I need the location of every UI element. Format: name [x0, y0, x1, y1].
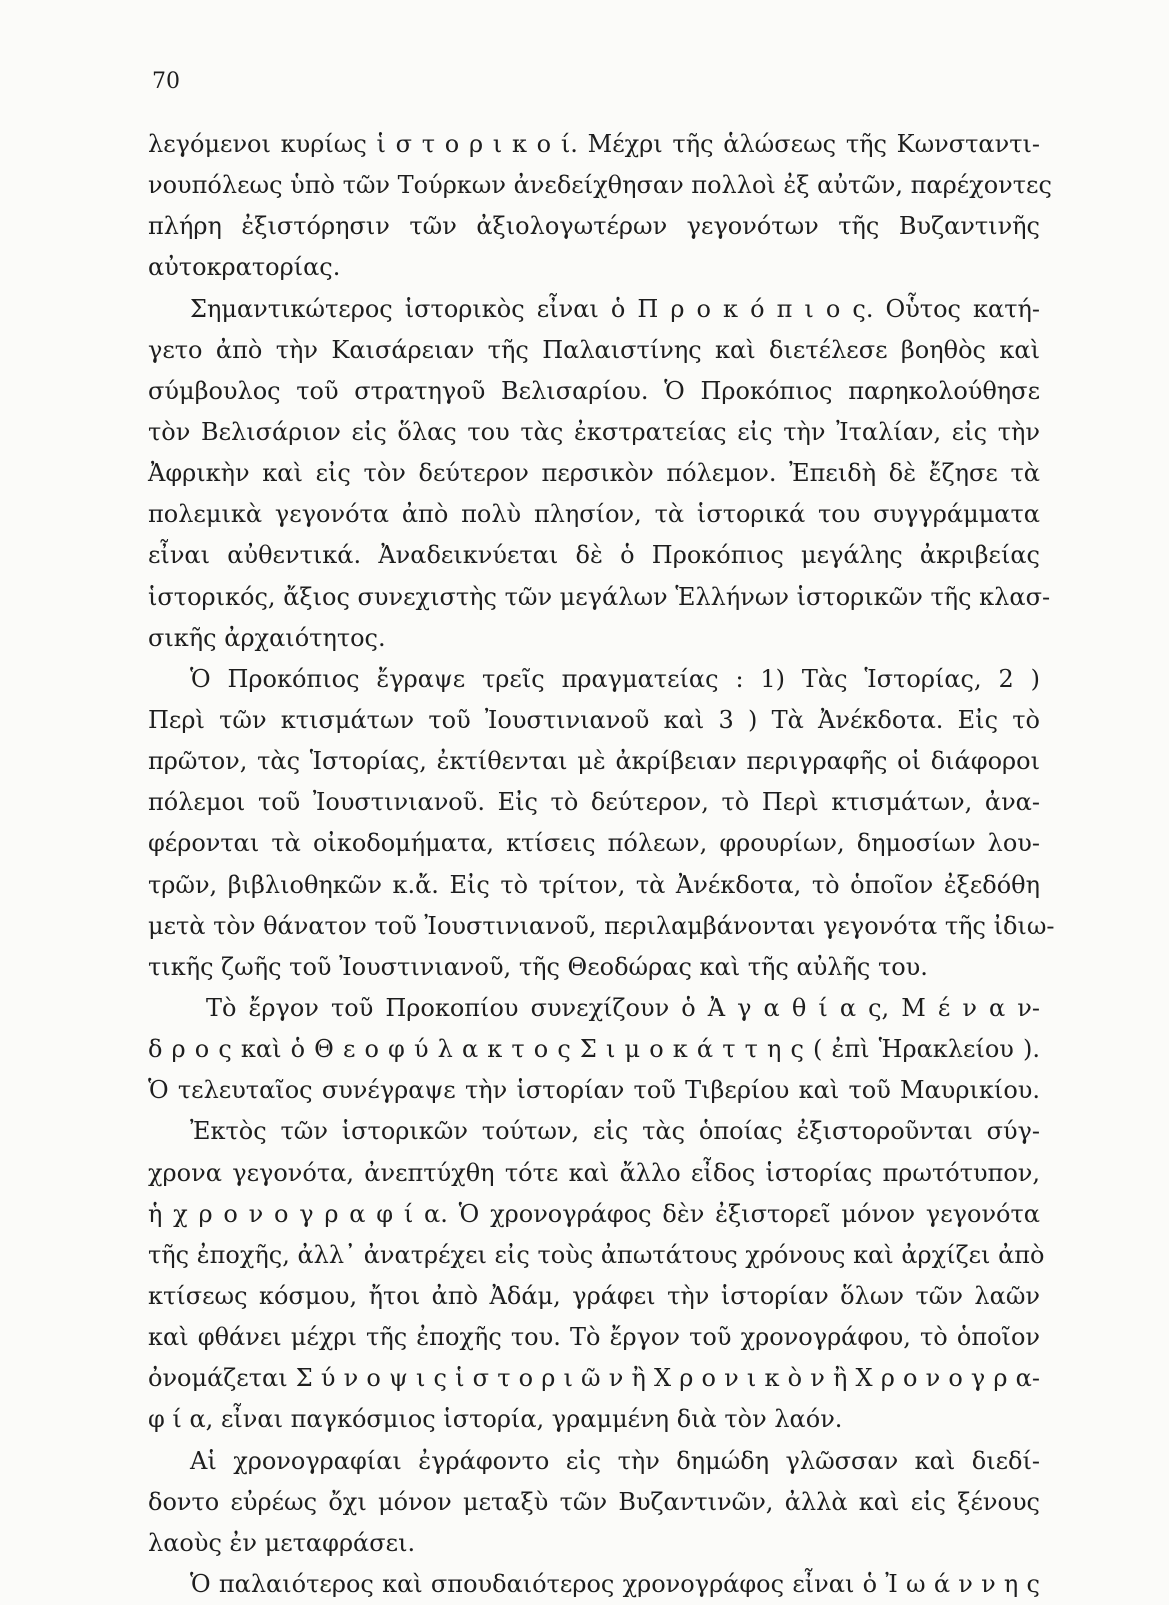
text-line: λεγόμενοι κυρίως ἱ σ τ ο ρ ι κ ο ί. Μέχρι τῆς ἁλώσεως τῆς Κωνσταντι- — [148, 130, 1040, 158]
body-text — [148, 124, 1055, 1605]
text-line: δοντο εὐρέως ὄχι μόνον μεταξὺ τῶν Βυζαντινῶν, ἀλλὰ καὶ εἰς ξένους — [148, 1487, 1040, 1516]
text-line: φέρονται τὰ οἰκοδομήματα, κτίσεις πόλεων, φρουρίων, δημοσίων λου- — [148, 829, 1040, 858]
text-line: Ὁ τελευταῖος συνέγραψε τὴν ἱστορίαν τοῦ Τιβερίου καὶ τοῦ Μαυρικίου. — [148, 1076, 1040, 1105]
text-line: σικῆς ἀρχαιότητος. — [148, 623, 386, 652]
text-line: μετὰ τὸν θάνατον τοῦ Ἰουστινιανοῦ, περιλαμβάνονται γεγονότα τῆς ἰδιω- — [148, 911, 1055, 940]
text-line: πρῶτον, τὰς Ἱστορίας, ἐκτίθενται μὲ ἀκρίβειαν περιγραφῆς οἱ διάφοροι — [148, 747, 1040, 776]
text-line: Ὁ παλαιότερος καὶ σπουδαιότερος χρονογράφος εἶναι ὁ Ἰ ω ά ν ν η ς — [190, 1569, 1040, 1598]
text-line: πολεμικὰ γεγονότα ἀπὸ πολὺ πλησίον, τὰ ἱστορικά του συγγράμματα — [148, 500, 1040, 529]
text-line: σύμβουλος τοῦ στρατηγοῦ Βελισαρίου. Ὁ Προκόπιος παρηκολούθησε — [148, 376, 1040, 405]
text-line: πόλεμοι τοῦ Ἰουστινιανοῦ. Εἰς τὸ δεύτερον, τὸ Περὶ κτισμάτων, ἀνα- — [148, 788, 1040, 817]
text-line: Ὁ Προκόπιος ἔγραψε τρεῖς πραγματείας : 1) Τὰς Ἱστορίας, 2 ) — [190, 664, 1040, 693]
text-line: αὐτοκρατορίας. — [148, 253, 341, 282]
text-line: κτίσεως κόσμου, ἤτοι ἀπὸ Ἀδάμ, γράφει τὴν ἱστορίαν ὅλων τῶν λαῶν — [148, 1281, 1040, 1310]
text-line: δ ρ ο ς καὶ ὁ Θ ε ο φ ύ λ α κ τ ο ς Σ ι μ ο κ ά τ τ η ς ( ἐπὶ Ἡρακλείου ). — [148, 1035, 1040, 1064]
text-line: νουπόλεως ὑπὸ τῶν Τούρκων ἀνεδείχθησαν πολλοὶ ἐξ αὐτῶν, παρέχοντες — [148, 171, 1052, 200]
text-line: Περὶ τῶν κτισμάτων τοῦ Ἰουστινιανοῦ καὶ 3 ) Τὰ Ἀνέκδοτα. Εἰς τὸ — [148, 705, 1040, 734]
text-line: τὸν Βελισάριον εἰς ὅλας του τὰς ἐκστρατείας εἰς τὴν Ἰταλίαν, εἰς τὴν — [148, 417, 1040, 446]
text-line: πλήρη ἐξιστόρησιν τῶν ἀξιολογωτέρων γεγονότων τῆς Βυζαντινῆς — [148, 212, 1040, 241]
text-line: Τὸ ἔργον τοῦ Προκοπίου συνεχίζουν ὁ Ἀ γ α θ ί α ς, Μ έ ν α ν- — [206, 993, 1040, 1022]
text-line: γετο ἀπὸ τὴν Καισάρειαν τῆς Παλαιστίνης καὶ διετέλεσε βοηθὸς καὶ — [148, 335, 1040, 364]
text-line: τικῆς ζωῆς τοῦ Ἰουστινιανοῦ, τῆς Θεοδώρας καὶ τῆς αὐλῆς του. — [148, 952, 928, 981]
text-line: καὶ φθάνει μέχρι τῆς ἐποχῆς του. Τὸ ἔργον τοῦ χρονογράφου, τὸ ὁποῖον — [148, 1323, 1040, 1352]
text-line: τῆς ἐποχῆς, ἀλλ᾽ ἀνατρέχει εἰς τοὺς ἀπωτάτους χρόνους καὶ ἀρχίζει ἀπὸ — [148, 1240, 1045, 1269]
text-line: Αἱ χρονογραφίαι ἐγράφοντο εἰς τὴν δημώδη γλῶσσαν καὶ διεδί- — [190, 1446, 1040, 1475]
text-line: ἱστορικός, ἄξιος συνεχιστὴς τῶν μεγάλων Ἑλλήνων ἱστορικῶν τῆς κλασ- — [148, 582, 1051, 611]
text-line: τρῶν, βιβλιοθηκῶν κ.ἄ. Εἰς τὸ τρίτον, τὰ Ἀνέκδοτα, τὸ ὁποῖον ἐξεδόθη — [148, 870, 1040, 899]
text-line: ἡ χ ρ ο ν ο γ ρ α φ ί α. Ὁ χρονογράφος δὲν ἐξιστορεῖ μόνον γεγονότα — [148, 1199, 1040, 1228]
text-line: Σημαντικώτερος ἱστορικὸς εἶναι ὁ Π ρ ο κ ό π ι ο ς. Οὗτος κατή- — [190, 294, 1040, 323]
text-line: Ἐκτὸς τῶν ἱστορικῶν τούτων, εἰς τὰς ὁποίας ἐξιστοροῦνται σύγ- — [190, 1117, 1040, 1146]
text-line: φ ί α, εἶναι παγκόσμιος ἱστορία, γραμμένη διὰ τὸν λαόν. — [148, 1405, 843, 1434]
text-line: Ἀφρικὴν καὶ εἰς τὸν δεύτερον περσικὸν πόλεμον. Ἐπειδὴ δὲ ἔζησε τὰ — [148, 459, 1040, 488]
text-line: εἶναι αὐθεντικά. Ἀναδεικνύεται δὲ ὁ Προκόπιος μεγάλης ἀκριβείας — [148, 541, 1040, 570]
text-line: ὀνομάζεται Σ ύ ν ο ψ ι ς ἱ σ τ ο ρ ι ῶ ν ἢ Χ ρ ο ν ι κ ὸ ν ἢ Χ ρ ο ν ο γ ρ α- — [148, 1364, 1040, 1393]
text-line: χρονα γεγονότα, ἀνεπτύχθη τότε καὶ ἄλλο εἶδος ἱστορίας πρωτότυπον, — [148, 1158, 1040, 1187]
text-line: λαοὺς ἐν μεταφράσει. — [148, 1528, 416, 1557]
page-number: 70 — [152, 69, 180, 94]
